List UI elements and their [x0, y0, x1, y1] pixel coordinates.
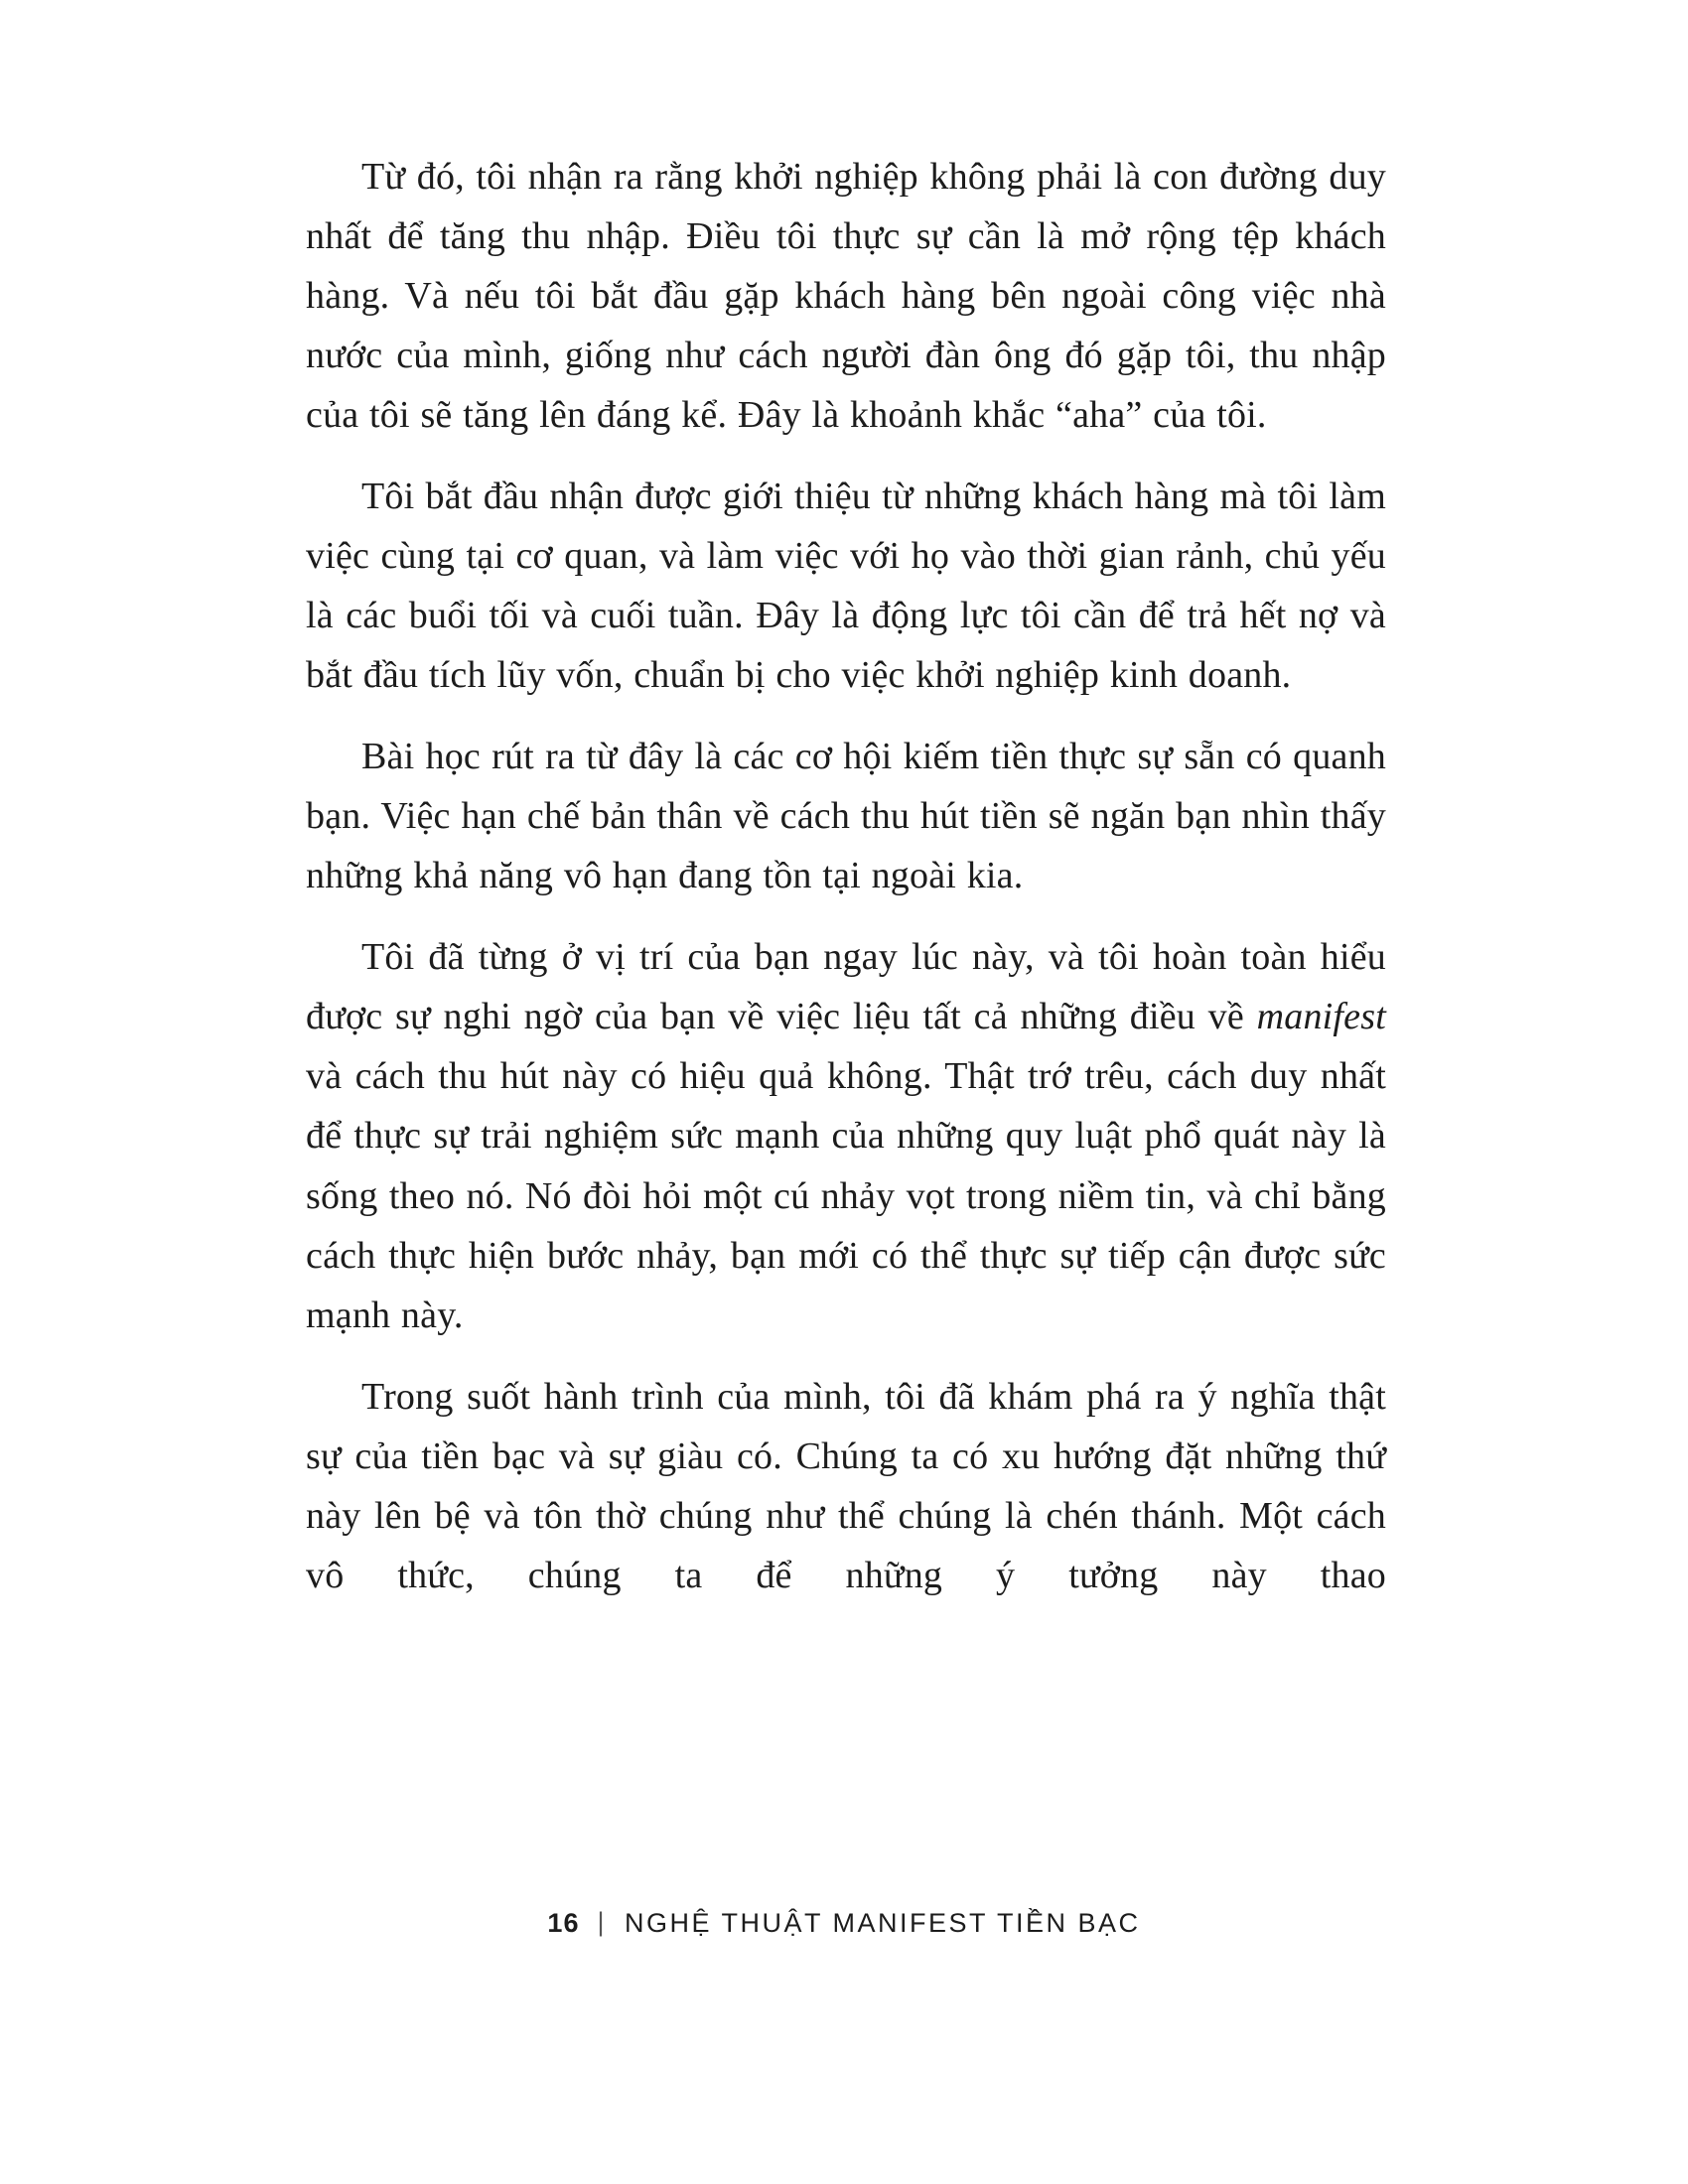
footer-separator: | [597, 1907, 607, 1937]
page-footer [0, 1908, 1688, 1939]
paragraph [306, 147, 1386, 445]
paragraph-text: Từ đó, tôi nhận ra rằng khởi nghiệp không phải là con đường duy nhất để tăng thu nhập. Điều tôi thực sự cần là mở rộng tệp khách hàng. Và nếu tôi bắt đầu gặp khách hàng bên ngoài công việc nhà nước của mình, giống như cách người đàn ông đó gặp tôi, thu nhập của tôi sẽ tăng lên đáng kể. Đây là khoảnh khắc “aha” của tôi. [306, 156, 1386, 437]
paragraph-text: Tôi đã từng ở vị trí của bạn ngay lúc này, và tôi hoàn toàn hiểu được sự nghi ngờ của bạn về việc liệu tất cả những điều về [306, 936, 1386, 1038]
paragraph-text-italic: manifest [1256, 996, 1386, 1038]
paragraph [306, 727, 1386, 905]
book-title: NGHỆ THUẬT MANIFEST TIỀN BẠC [624, 1908, 1141, 1938]
paragraph [306, 467, 1386, 705]
paragraph-text: Tôi bắt đầu nhận được giới thiệu từ những khách hàng mà tôi làm việc cùng tại cơ quan, và làm việc với họ vào thời gian rảnh, chủ yếu là các buổi tối và cuối tuần. Đây là động lực tôi cần để trả hết nợ và bắt đầu tích lũy vốn, chuẩn bị cho việc khởi nghiệp kinh doanh. [306, 476, 1386, 697]
paragraph-text: Trong suốt hành trình của mình, tôi đã khám phá ra ý nghĩa thật sự của tiền bạc và sự giàu có. Chúng ta có xu hướng đặt những thứ này lên bệ và tôn thờ chúng như thể chúng là chén thánh. Một cách vô thức, chúng ta để những ý tưởng này thao [306, 1375, 1386, 1596]
page-number: 16 [547, 1908, 580, 1938]
paragraph-text: và cách thu hút này có hiệu quả không. Thật trớ trêu, cách duy nhất để thực sự trải nghiệm sức mạnh của những quy luật phổ quát này là sống theo nó. Nó đòi hỏi một cú nhảy vọt trong niềm tin, và chỉ bằng cách thực hiện bước nhảy, bạn mới có thể thực sự tiếp cận được sức mạnh này. [306, 1055, 1386, 1336]
page-body-text [306, 147, 1386, 1627]
paragraph [306, 927, 1386, 1344]
paragraph-text: Bài học rút ra từ đây là các cơ hội kiếm tiền thực sự sẵn có quanh bạn. Việc hạn chế bản thân về cách thu hút tiền sẽ ngăn bạn nhìn thấy những khả năng vô hạn đang tồn tại ngoài kia. [306, 736, 1386, 897]
paragraph [306, 1367, 1386, 1605]
